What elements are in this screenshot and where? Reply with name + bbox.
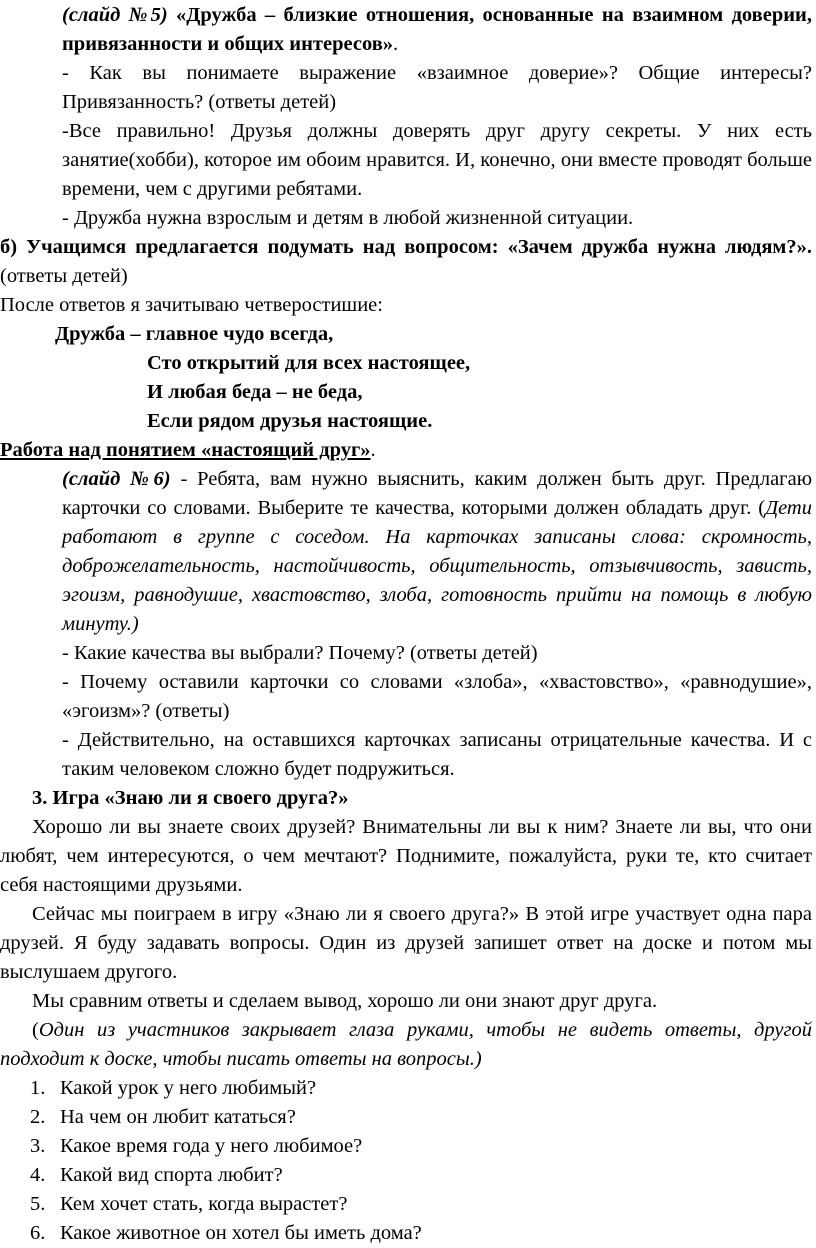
- paragraph-game-rules: Сейчас мы поиграем в игру «Знаю ли я своего друга?» В этой игре участвует одна пара друзей. Я буду задавать вопросы. Один из друзей запишет ответ на доске и потом мы выслушаем другого.: [0, 903, 812, 983]
- paragraph-slide6: [0, 465, 816, 639]
- paragraph-question: - Как вы понимаете выражение «взаимное доверие»? Общие интересы? Привязанность? (ответы детей): [62, 62, 812, 113]
- task-b-normal: (ответы детей): [0, 265, 128, 287]
- slide6-italic: Дети работают в группе с соседом. На карточках записаны слова: скромность, доброжелательность, настойчивость, общительность, отзывчивость, зависть, эгоизм, равнодушие, хвастовство, злоба, готовность прийти на помощь в любую минуту.): [62, 497, 812, 635]
- slide-title: «Дружба – близкие отношения, основанные на взаимном доверии, привязанности и общих интересов»: [62, 4, 812, 55]
- section-title: Работа над понятием «настоящий друг»: [0, 439, 371, 461]
- list-item: [0, 1219, 816, 1248]
- list-item: [0, 1161, 816, 1190]
- list-text: Какой урок у него любимый?: [60, 1077, 317, 1099]
- paragraph-compare: Мы сравним ответы и сделаем вывод, хорошо ли они знают друг друга.: [32, 990, 658, 1012]
- poem-line: И любая беда – не беда,: [147, 381, 363, 403]
- list-text: Какое время года у него любимое?: [60, 1135, 363, 1157]
- list-item: [0, 1074, 816, 1103]
- paragraph-which-qualities: - Какие качества вы выбрали? Почему? (ответы детей): [62, 642, 538, 664]
- slide-label: (слайд №5): [62, 4, 168, 26]
- paragraph-answer: -Все правильно! Друзья должны доверять друг другу секреты. У них есть занятие(хобби), которое им обоим нравится. И, конечно, они вместе проводят больше времени, чем с другими ребятами.: [62, 120, 812, 200]
- list-number: 3.: [30, 1135, 46, 1157]
- task-b-bold: б) Учащимся предлагается подумать над вопросом: «Зачем дружба нужна людям?».: [0, 236, 812, 258]
- list-item: [0, 1190, 816, 1219]
- poem-line: Сто открытий для всех настоящее,: [147, 352, 471, 374]
- list-item: [0, 1132, 816, 1161]
- punct: .: [370, 439, 376, 461]
- list-number: 2.: [30, 1106, 46, 1128]
- poem-line: Дружба – главное чудо всегда,: [55, 323, 334, 345]
- list-item: [0, 1103, 816, 1132]
- paragraph-poem-intro: После ответов я зачитываю четверостишие:: [0, 294, 383, 316]
- slide6-text: - Ребята, вам нужно выяснить, каким должен быть друг. Предлагаю карточки со словами. Выберите те качества, которыми должен обладать друг. (: [62, 468, 813, 519]
- punct: .: [393, 33, 399, 55]
- questions-list: [0, 1074, 816, 1248]
- poem-line: Если рядом друзья настоящие.: [147, 410, 433, 432]
- instructions-italic: Один из участников закрывает глаза руками, чтобы не видеть ответы, другой подходит к доске, чтобы писать ответы на вопросы.): [0, 1019, 812, 1070]
- paragraph-friendship-needed: - Дружба нужна взрослым и детям в любой жизненной ситуации.: [62, 207, 634, 229]
- heading-game: 3. Игра «Знаю ли я своего друга?»: [32, 787, 349, 809]
- paragraph-negative-qualities: - Действительно, на оставшихся карточках записаны отрицательные качества. И с таким человеком сложно будет подружиться.: [62, 729, 812, 780]
- list-text: Какой вид спорта любит?: [60, 1164, 283, 1186]
- paragraph-instructions: [0, 1016, 816, 1074]
- list-text: Какое животное он хотел бы иметь дома?: [60, 1222, 422, 1244]
- section-heading: [0, 436, 816, 465]
- list-text: На чем он любит кататься?: [60, 1106, 296, 1128]
- list-text: Кем хочет стать, когда вырастет?: [60, 1193, 348, 1215]
- list-number: 6.: [30, 1222, 46, 1244]
- slide-label: (слайд №6): [62, 468, 171, 490]
- list-number: 1.: [30, 1077, 46, 1099]
- paren: (: [32, 1019, 39, 1041]
- paragraph-task-b: [0, 233, 816, 291]
- paragraph-know-friends: Хорошо ли вы знаете своих друзей? Внимательны ли вы к ним? Знаете ли вы, что они любят, чем интересуются, о чем мечтают? Поднимите, пожалуйста, руки те, кто считает себя настоящими друзьями.: [0, 816, 812, 896]
- list-number: 4.: [30, 1164, 46, 1186]
- paragraph-why-cards: - Почему оставили карточки со словами «злоба», «хвастовство», «равнодушие», «эгоизм»? (ответы): [62, 671, 812, 722]
- list-number: 5.: [30, 1193, 46, 1215]
- paragraph-slide5: [0, 1, 816, 59]
